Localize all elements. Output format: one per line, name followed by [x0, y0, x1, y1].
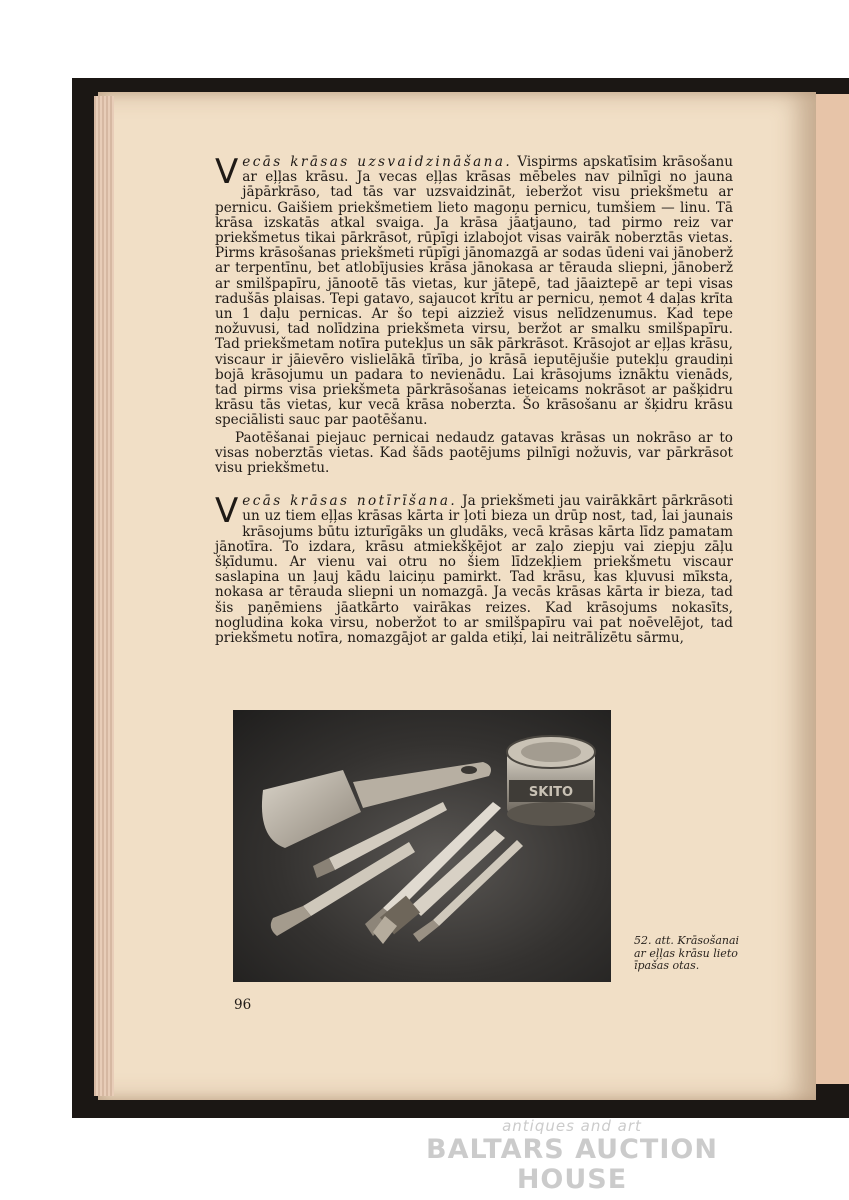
figure-caption: 52. att. Krāsošanai ar eļļas krāsu lieto īpašas otas. — [634, 934, 740, 972]
section1-text: Vispirms apskatīsim krāsošanu ar eļļas krāsu. Ja vecas eļļas krāsas mēbeles nav pilnīgi no jauna jāpārkrāso, tad tās var uzsvaidzināt, ieberžot visu priekšmetu ar pernicu. Gaišiem priekšmetiem lieto magoņu pernicu, tumšiem — linu. Tā krāsa izskatās atkal svaiga. Ja krāsa jāatjauno, tad pirmo reiz var priekšmetus tikai pārkrāsot, rūpīgi izlabojot visas vairāk noberztās vietas. Pirms krāsošanas priekšmeti rūpīgi jānomazgā ar sodas ūdeni vai jānoberž ar terpentīnu, bet atlobījusies krāsa jānokasa ar tērauda sliepni, jānoberž ar smilšpapīru, jānootē tās vietas, kur jātepē, tad jāaiztepē ar tepi visas radušās plaisas. Tepi gatavo, sajaucot krītu ar pernicu, ņemot 4 daļas krīta un 1 daļu pernicas. Ar šo tepi aizziež visus nelīdzenumus. Kad tepe nožuvusi, tad nolīdzina priekšmeta virsu, beržot ar smalku smilšpapīru. Tad priekšmetam notīra putekļus un sāk pārkrāsot. Krāsojot ar eļļas krāsu, viscaur ir jāievēro vislielākā tīrība, jo krāsā ieputējušie putekļu graudiņi bojā krāsojumu un padara to nevienādu. Lai krāsojums iznāktu vienāds, tad pirms visa priekšmeta pārkrāsošanas ieteicams nokrāsot ar pašķidru krāsu tās vietas, kur vecā krāsa noberzta. Šo krāsošanu ar šķidru krāsu speciālisti sauc par paotēšanu. — [215, 154, 733, 429]
section1-paragraph-2: Paotēšanai piejauc pernicai nedaudz gatavas krāsas un nokrāso ar to visas noberztās vietas. Kad šāds paotējums pilnīgi nožuvis, var pārkrāsot visu priekšmetu. — [215, 429, 733, 477]
section1-heading: ecās krāsas uzsvaidzināšana. — [242, 154, 513, 170]
brushes-illustration — [233, 710, 611, 982]
section1-paragraph — [215, 152, 733, 429]
paint-tin — [507, 736, 595, 826]
section-old-paint-refresh — [215, 152, 733, 477]
section2-text: Ja priekšmeti jau vairākkārt pārkrāsoti un uz tiem eļļas krāsas kārta ir ļoti bieza un drūp nost, tad, lai jaunais krāsojums būtu izturīgāks un gludāks, vecā krāsas kārta līdz pamatam jānotīra. To izdara, krāsu atmiekšķējot ar zaļo ziepju vai ziepju zāļu šķīdumu. Ar vienu vai otru no šiem līdzekļiem priekšmetu viscaur saslapina un ļauj kādu laiciņu pamirkt. Tad krāsu, kas kļuvusi mīksta, nokasa ar tērauda sliepni un nomazgā. Ja vecās krāsas kārta ir bieza, tad šis paņēmiens jāatkārto vairākas reizes. Kad krāsojums nokasīts, nogludina koka virsu, noberžot to ar smilšpapīru vai pat noēvelējot, tad priekšmetu notīra, nomazgājot ar galda etiķi, lai neitrālizētu sārmu, — [215, 493, 733, 647]
section-old-paint-removal — [215, 491, 733, 647]
svg-text:SKITO: SKITO — [528, 785, 574, 800]
brush-4 — [373, 830, 505, 944]
watermark — [372, 1117, 772, 1195]
body-text — [215, 152, 733, 647]
section2-paragraph — [215, 491, 733, 647]
section2-heading: ecās krāsas notīrīšana. — [242, 493, 458, 510]
watermark-line1: antiques and art — [502, 1117, 642, 1135]
watermark-line2: BALTARS AUCTION HOUSE — [426, 1134, 718, 1195]
dropcap: V — [215, 491, 239, 532]
dropcap: V — [215, 152, 239, 192]
page-number: 96 — [234, 997, 252, 1013]
page-edge-stack — [94, 96, 114, 1096]
figure-brushes-photo — [233, 710, 611, 982]
facing-page-edge — [816, 94, 849, 1084]
